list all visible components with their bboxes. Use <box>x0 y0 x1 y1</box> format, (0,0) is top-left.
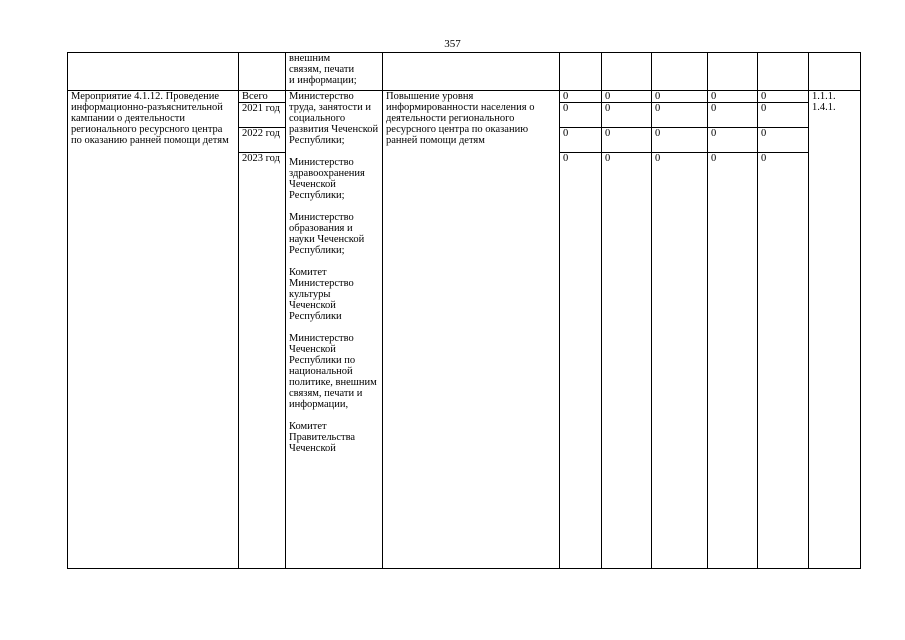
period-total: Всего <box>239 91 285 103</box>
table-row-continuation <box>68 53 861 91</box>
cell-empty <box>383 53 560 91</box>
cell-empty <box>708 53 758 91</box>
periods-cell <box>239 91 286 569</box>
executors-cell <box>286 91 383 569</box>
event-title: Мероприятие 4.1.12. Проведение информационно-разъяснительной кампании о деятельности регионального ресурсного центра по оказанию ранней помощи детям <box>68 91 239 569</box>
values-col-1: 0 0 0 0 <box>560 91 602 569</box>
values-col-3: 0 0 0 0 <box>652 91 708 569</box>
cell-empty <box>239 53 286 91</box>
executor-tail: внешним связям, печати и информации; <box>286 53 383 91</box>
period-2023: 2023 год <box>242 153 280 164</box>
page-number: 357 <box>444 38 461 50</box>
result-cell: Повышение уровня информированности населения о деятельности регионального ресурсного центра по оказанию ранней помощи детям <box>383 91 560 569</box>
executor-1: Министерство труда, занятости и социального развития Чеченской Республики; <box>289 91 379 146</box>
executor-4: Комитет Министерство культуры Чеченской Республики <box>289 267 354 322</box>
executor-5: Министерство Чеченской Республики по национальной политике, внешним связям, печати и информации, <box>289 333 377 410</box>
values-col-5: 0 0 0 0 <box>758 91 809 569</box>
cell-empty <box>758 53 809 91</box>
table-row-event <box>68 91 861 569</box>
values-col-4: 0 0 0 0 <box>708 91 758 569</box>
period-2022: 2022 год <box>239 128 285 153</box>
period-2021: 2021 год <box>239 103 285 128</box>
executor-2: Министерство здравоохранения Чеченской Республики; <box>289 157 365 201</box>
indicator-codes: 1.1.1. 1.4.1. <box>809 91 861 569</box>
executor-3: Министерство образования и науки Чеченской Республики; <box>289 212 365 256</box>
cell-empty <box>602 53 652 91</box>
program-table <box>67 52 861 569</box>
values-col-2: 0 0 0 0 <box>602 91 652 569</box>
cell-empty <box>652 53 708 91</box>
cell-empty <box>809 53 861 91</box>
cell-empty <box>68 53 239 91</box>
executor-6: Комитет Правительства Чеченской <box>289 421 356 454</box>
cell-empty <box>560 53 602 91</box>
